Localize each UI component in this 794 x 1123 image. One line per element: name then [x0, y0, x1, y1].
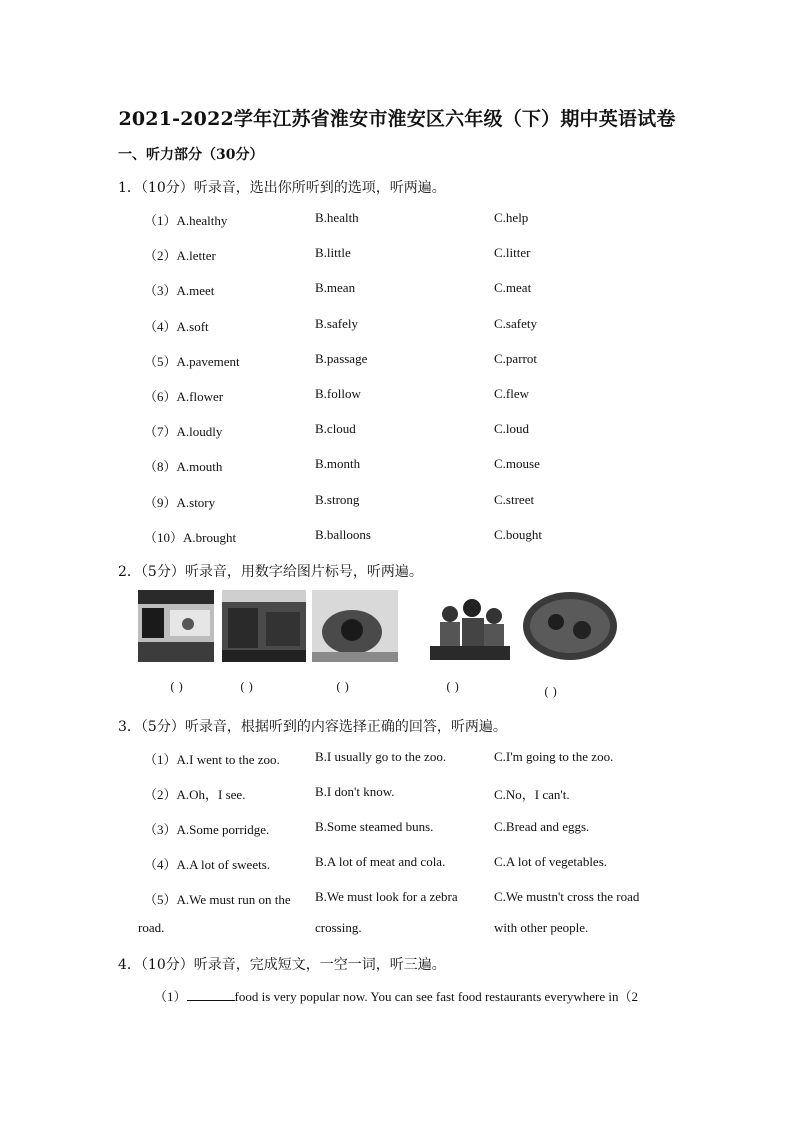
option-b: B.passage	[315, 350, 368, 366]
picture-2	[222, 590, 306, 662]
option-row	[0, 749, 794, 769]
option-row	[0, 819, 794, 839]
exam-title: 2021-2022学年江苏省淮安市淮安区六年级（下）期中英语试卷	[118, 108, 676, 130]
answer-paren-1[interactable]: ( )	[170, 680, 184, 694]
answer-paren-5[interactable]: ( )	[544, 685, 558, 699]
option-b: B.mean	[315, 280, 356, 296]
answer-paren-3[interactable]: ( )	[336, 680, 350, 694]
question-3-row-5-cont	[0, 920, 794, 940]
option-a: （5）A.pavement	[144, 353, 240, 369]
option-b: B.Some steamed buns.	[315, 819, 434, 834]
blank-number: （1）	[154, 989, 187, 1004]
option-row	[0, 784, 794, 804]
option-row	[0, 492, 794, 512]
option-row	[0, 386, 794, 406]
picture-4	[428, 590, 512, 664]
option-row	[0, 854, 794, 874]
picture-3	[312, 590, 398, 662]
option-row	[0, 210, 794, 230]
picture-5	[522, 590, 618, 662]
section-heading-listening: 一、听力部分（30分）	[118, 147, 264, 163]
option-row	[0, 245, 794, 265]
option-a: （9）A.story	[144, 494, 216, 510]
option-row	[0, 456, 794, 476]
option-c: C.flew	[494, 386, 530, 401]
option-b: B.health	[315, 210, 359, 225]
option-a: （2）A.letter	[144, 248, 216, 264]
option-b: B.I don't know.	[315, 784, 395, 799]
option-b-line-2: crossing.	[315, 920, 362, 935]
option-c: C.I'm going to the zoo.	[494, 749, 614, 764]
option-a: （3）A.Some porridge.	[144, 822, 270, 837]
option-a: （6）A.flower	[144, 389, 224, 404]
option-c: C.street	[494, 491, 535, 507]
option-b: B.balloons	[315, 526, 371, 542]
option-c: C.help	[494, 210, 529, 225]
option-b: B.little	[315, 245, 351, 261]
question-4-heading: 4．（10分）听录音，完成短文，一空一词，听三遍。	[118, 957, 446, 973]
option-c: C.Bread and eggs.	[494, 819, 590, 834]
question-1-heading: 1．（10分）听录音，选出你所听到的选项，听两遍。	[118, 180, 446, 196]
question-4-line-1	[154, 986, 784, 1006]
question-2-heading: 2．（5分）听录音，用数字给图片标号，听两遍。	[118, 564, 423, 580]
option-c: C.meat	[494, 280, 532, 296]
option-a: （2）A.Oh，I see.	[144, 787, 246, 802]
fill-blank-1[interactable]	[187, 988, 235, 1001]
option-row	[0, 316, 794, 336]
option-b: B.A lot of meat and cola.	[315, 854, 446, 869]
question-3-heading: 3．（5分）听录音，根据听到的内容选择正确的回答，听两遍。	[118, 719, 507, 735]
option-b: B.safely	[315, 315, 358, 331]
option-c: C.A lot of vegetables.	[494, 854, 608, 869]
option-a: （4）A.A lot of sweets.	[144, 857, 271, 872]
option-a: （1）A.healthy	[144, 213, 228, 228]
option-c-line-1: C.We mustn't cross the road	[494, 889, 640, 904]
passage-text: food is very popular now. You can see fast food restaurants everywhere in（2	[234, 989, 639, 1004]
option-a: （8）A.mouth	[144, 459, 223, 475]
option-c: C.parrot	[494, 350, 537, 366]
option-b: B.I usually go to the zoo.	[315, 749, 447, 764]
answer-paren-4[interactable]: ( )	[446, 680, 460, 694]
option-a-line-1: （5）A.We must run on the	[144, 892, 291, 907]
option-a-line-2: road.	[138, 920, 165, 935]
option-c-line-2: with other people.	[494, 920, 589, 935]
option-c: C.mouse	[494, 456, 540, 472]
option-b: B.month	[315, 456, 361, 472]
option-row	[0, 527, 794, 547]
option-a: （4）A.soft	[144, 318, 209, 334]
question-3-row-5	[0, 889, 794, 909]
option-c: C.loud	[494, 421, 530, 437]
option-c: C.bought	[494, 526, 543, 542]
option-a: （10）A.brought	[144, 529, 237, 545]
option-b: B.strong	[315, 491, 360, 507]
answer-paren-2[interactable]: ( )	[240, 680, 254, 694]
option-a: （3）A.meet	[144, 283, 215, 299]
option-a: （7）A.loudly	[144, 424, 223, 440]
option-a: （1）A.I went to the zoo.	[144, 752, 280, 767]
picture-1	[138, 590, 214, 662]
option-c: C.litter	[494, 245, 531, 261]
option-c: C.No，I can't.	[494, 787, 570, 802]
option-b-line-1: B.We must look for a zebra	[315, 889, 458, 904]
option-row	[0, 280, 794, 300]
option-b: B.follow	[315, 386, 361, 401]
option-row	[0, 351, 794, 371]
option-b: B.cloud	[315, 421, 356, 437]
option-row	[0, 421, 794, 441]
option-c: C.safety	[494, 315, 537, 331]
